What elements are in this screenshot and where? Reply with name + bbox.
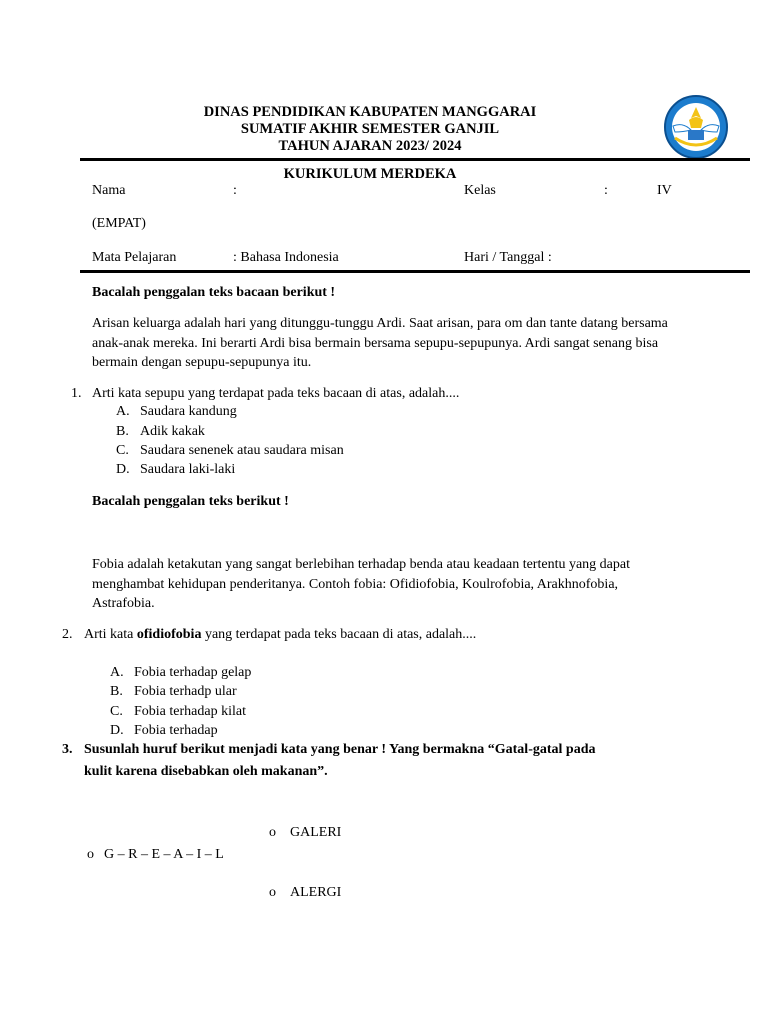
header-divider [80, 158, 750, 161]
q1-number: 1. [71, 386, 82, 401]
q2-text-after: yang terdapat pada teks bacaan di atas, adalah.... [201, 627, 477, 642]
curriculum-title: KURIKULUM MERDEKA [283, 166, 457, 182]
q2-option-b: Fobia terhadp ular [134, 684, 237, 699]
section1-reading-text: Arisan keluarga adalah hari yang ditunggu-tunggu Ardi. Saat arisan, para om dan tante datang bersama anak-anak mereka. Ini berarti Ardi bisa bermain bersama sepupu-sepupunya. Ardi sangat senang bisa bermain dengan sepupu-sepupunya itu. [92, 316, 668, 370]
q3-number: 3. [62, 742, 73, 757]
section1-instruction: Bacalah penggalan teks bacaan berikut ! [92, 285, 336, 300]
header-line-2: SUMATIF AKHIR SEMESTER GANJIL [240, 121, 500, 137]
q2-option-a: Fobia terhadap gelap [134, 665, 252, 680]
q1-option-c: Saudara senenek atau saudara misan [140, 443, 344, 458]
section2-reading-text: Fobia adalah ketakutan yang sangat berlebihan terhadap benda atau keadaan tertentu yang dapat menghambat kehidupan penderitanya. Contoh fobia: Ofidiofobia, Koulrofobia, Arakhnofobia, Astrafobia. [92, 557, 630, 611]
q2-option-d: Fobia terhadap [134, 723, 218, 738]
answer-bullet-1: o [269, 825, 276, 840]
class-colon: : [604, 183, 608, 198]
q2-option-d-letter: D. [110, 723, 124, 738]
answer-option-alergi: ALERGI [290, 885, 342, 900]
q1-option-a-letter: A. [116, 404, 130, 419]
q1-option-c-letter: C. [116, 443, 129, 458]
name-label: Nama [92, 183, 126, 198]
q2-option-c: Fobia terhadap kilat [134, 704, 246, 719]
identity-divider [80, 270, 750, 273]
header-line-1: DINAS PENDIDIKAN KABUPATEN MANGGARAI [203, 104, 537, 120]
q3-text-line-1: Susunlah huruf berikut menjadi kata yang benar ! Yang bermakna “Gatal-gatal pada [84, 742, 596, 757]
q2-number: 2. [62, 627, 73, 642]
header-line-3: TAHUN AJARAN 2023/ 2024 [278, 138, 462, 154]
q2-option-a-letter: A. [110, 665, 124, 680]
q2-text-before: Arti kata [84, 627, 137, 642]
q1-option-b: Adik kakak [140, 424, 205, 439]
q2-keyword: ofidiofobia [136, 627, 202, 642]
q1-text: Arti kata sepupu yang terdapat pada teks bacaan di atas, adalah.... [92, 386, 460, 401]
tut-wuri-handayani-logo [655, 94, 737, 160]
scrambled-letters: G – R – E – A – I – L [104, 847, 224, 862]
answer-option-galeri: GALERI [290, 825, 342, 840]
q1-option-d-letter: D. [116, 462, 130, 477]
subject-label: Mata Pelajaran [92, 250, 177, 265]
date-label: Hari / Tanggal : [464, 250, 552, 265]
section2-instruction: Bacalah penggalan teks berikut ! [92, 494, 289, 509]
q2-text [84, 627, 476, 643]
q2-option-b-letter: B. [110, 684, 123, 699]
class-value: IV [657, 183, 672, 198]
q1-option-a: Saudara kandung [140, 404, 237, 419]
q1-option-b-letter: B. [116, 424, 129, 439]
class-value-words: (EMPAT) [92, 216, 146, 231]
letters-bullet: o [87, 847, 94, 862]
class-label: Kelas [464, 183, 496, 198]
name-colon: : [233, 183, 237, 198]
subject-value: : Bahasa Indonesia [233, 250, 339, 265]
q1-option-d: Saudara laki-laki [140, 462, 236, 477]
answer-bullet-2: o [269, 885, 276, 900]
q3-text-line-2: kulit karena disebabkan oleh makanan”. [84, 764, 328, 779]
q2-option-c-letter: C. [110, 704, 123, 719]
